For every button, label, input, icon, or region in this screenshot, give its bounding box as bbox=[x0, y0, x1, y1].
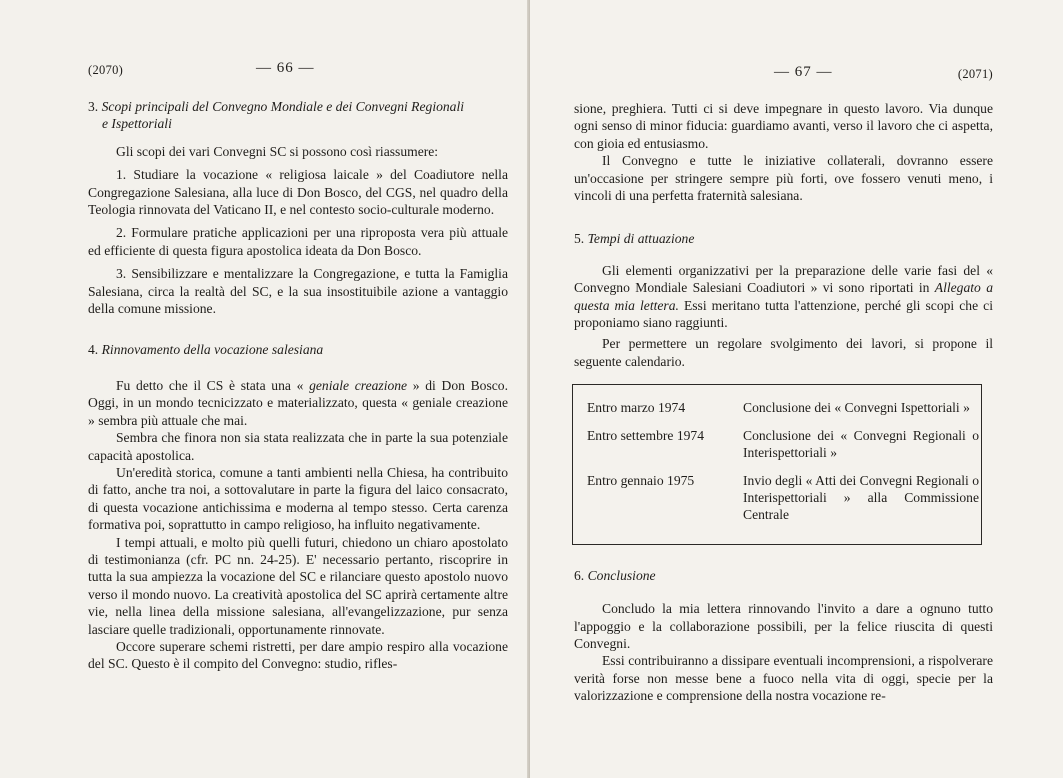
section-4-number: 4. bbox=[88, 342, 99, 358]
section-6-para-1: Concludo la mia lettera rinnovando l'invito a dare a ognuno tutto l'appoggio e la collaborazione possibili, per la felice riuscita di questi Convegni. bbox=[574, 601, 993, 651]
schedule-task: Invio degli « Atti dei Convegni Regionali o Interispettoriali » alla Commissione Centrale bbox=[743, 472, 979, 523]
right-page-code: (2071) bbox=[957, 67, 993, 81]
section-4-para-5: Occore superare schemi ristretti, per dare ampio respiro alla vocazione del SC. Questo è il compito del Convegno: studio, rifles- bbox=[88, 638, 508, 672]
schedule-date: Entro settembre 1974 bbox=[587, 427, 705, 443]
section-3-title-cont: e Ispettoriali bbox=[102, 116, 172, 132]
section-6-number: 6. bbox=[574, 567, 585, 583]
schedule-date: Entro marzo 1974 bbox=[587, 400, 686, 416]
section-5-para-1-em: Allegato a questa mia lettera. bbox=[574, 280, 993, 313]
section-5-para-1 bbox=[574, 262, 993, 332]
right-convegno-para: Il Convegno e tutte le iniziative collaterali, dovranno essere un'occasione per stringere sempre più forti, ove fossero venuti meno, i vincoli di una perfetta fraternità salesiana. bbox=[574, 153, 993, 204]
schedule-row bbox=[587, 427, 981, 462]
section-3-item-2: 2. Formulare pratiche applicazioni per una riproposta vera più attuale ed efficiente di questa figura apostolica ideata da Don Bosco. bbox=[88, 225, 508, 258]
section-4-para-4: I tempi attuali, e molto più quelli futuri, chiedono un chiaro apostolato di testimonianza (cfr. PC nn. 24-25). E' necessario pertanto, riscoprire in tutta la sua ampiezza la vocazione del SC e rilanciare questo apostolo nuovo verso il mondo nuovo. La creatività apostolica del SC aprirà certamente altre vie, nella linea della missione salesiana, all'evangelizzazione, pur senza lasciare quelle tradizionali, opportunamente rinnovate. bbox=[88, 534, 508, 637]
section-4-heading bbox=[88, 341, 508, 358]
section-4-para-1-a: Fu detto che il CS è stata una « bbox=[116, 377, 310, 393]
section-6-title: Conclusione bbox=[587, 567, 656, 583]
section-5-para-1-a: Gli elementi organizzativi per la preparazione delle varie fasi del « Convegno Mondiale Salesiani Coadiutori » vi sono riportati in bbox=[574, 262, 993, 296]
schedule-row bbox=[587, 472, 981, 524]
section-3-item-3: 3. Sensibilizzare e mentalizzare la Congregazione, e tutta la Famiglia Salesiana, circa la realtà del SC, e la sua insostituibile azione a vantaggio della comune missione. bbox=[88, 266, 508, 317]
left-page-code: (2070) bbox=[88, 63, 124, 77]
left-page-number: — 66 — bbox=[256, 60, 315, 76]
section-6-heading bbox=[574, 567, 993, 584]
section-4-para-1 bbox=[88, 377, 508, 429]
section-5-para-1-b: Essi meritano tutta l'attenzione, perché gli scopi che ci proponiamo siano raggiunti. bbox=[574, 297, 993, 331]
section-5-para-2: Per permettere un regolare svolgimento dei lavori, si propone il seguente calendario. bbox=[574, 336, 993, 369]
section-3-intro: Gli scopi dei vari Convegni SC si possono così riassumere: bbox=[116, 143, 439, 159]
section-3-title: Scopi principali del Convegno Mondiale e dei Convegni Regionali bbox=[101, 99, 465, 114]
left-page bbox=[0, 0, 530, 778]
left-running-head bbox=[88, 60, 508, 82]
schedule-task: Conclusione dei « Convegni Ispettoriali » bbox=[743, 400, 970, 416]
section-5-number: 5. bbox=[574, 231, 585, 247]
section-3-number: 3. bbox=[88, 99, 99, 114]
section-5-heading bbox=[574, 230, 993, 247]
section-4-para-3: Un'eredità storica, comune a tanti ambienti nella Chiesa, ha contribuito di fatto, anche tra noi, a sottovalutare in parte la figura del laico consacrato, di questa vocazione antichissima e moderna al tempo stesso. Certa carenza formativa poi, soprattutto in campo religioso, ha influito negativamente. bbox=[88, 464, 508, 533]
right-page-number: — 67 — bbox=[774, 64, 833, 80]
schedule-date: Entro gennaio 1975 bbox=[587, 472, 695, 488]
schedule-row bbox=[587, 399, 981, 416]
section-5-title: Tempi di attuazione bbox=[587, 231, 695, 247]
section-3-item-1: 1. Studiare la vocazione « religiosa laicale » del Coadiutore nella Congregazione Salesiana, alla luce di Don Bosco, del CGS, nel quadro della Teologia rinnovata del Vaticano II, e nel contesto socio-culturale moderno. bbox=[88, 167, 508, 218]
section-4-para-2: Sembra che finora non sia stata realizzata che in parte la sua potenziale capacità apostolica. bbox=[88, 430, 508, 463]
section-4-title: Rinnovamento della vocazione salesiana bbox=[101, 342, 324, 358]
right-page bbox=[530, 0, 1063, 778]
right-running-head bbox=[574, 64, 993, 86]
schedule-task: Conclusione dei « Convegni Regionali o Interispettoriali » bbox=[743, 427, 979, 461]
section-4-para-1-em: geniale creazione bbox=[309, 377, 408, 393]
section-4-para-1-b: » di Don Bosco. Oggi, in un mondo tecnicizzato e materializzato, questa « geniale creazione » sembra più attuale che mai. bbox=[88, 377, 508, 428]
right-continuation-para: sione, preghiera. Tutti ci si deve impegnare in questo lavoro. Via dunque ogni senso di minor fiducia: guardiamo avanti, verso il lavoro che ci aspetta, con gioia ed entusiasmo. bbox=[574, 101, 993, 151]
section-6-para-2: Essi contribuiranno a dissipare eventuali incomprensioni, a rispolverare verità forse non messe bene a fuoco nella vita di oggi, specie per la valorizzazione e comprensione della nostra vocazione re- bbox=[574, 653, 993, 704]
section-3-heading bbox=[88, 98, 508, 133]
schedule-table bbox=[572, 384, 982, 544]
